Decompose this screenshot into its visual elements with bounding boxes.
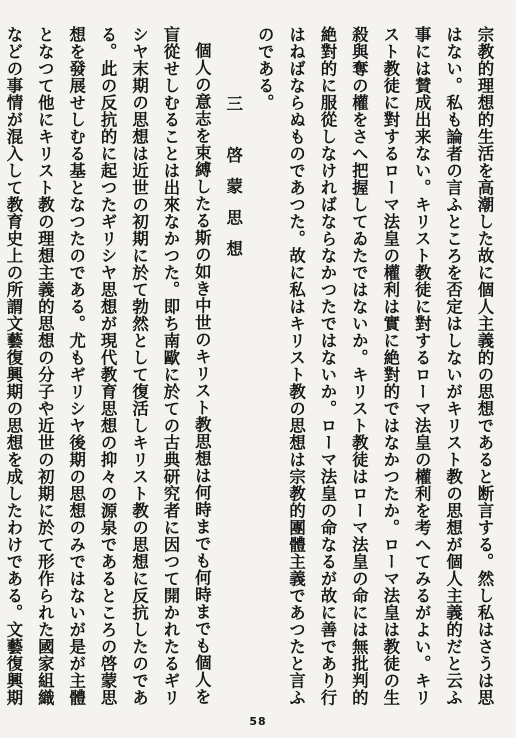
vertical-text-body	[3, 26, 500, 710]
paragraph-christian-thought: 宗教的理想的生活を高潮した故に個人主義的の思想であると断言する。然し私はさうは思はない。私も論者の言ふところを否定はしないがキリスト教の思想が個人主義的だと云ふ事には賛成出来ない。キリスト教徒に對するローマ法皇の權利を考へてみるがよい。キリスト教徒に對するローマ法皇の權利は實に絶對的ではなかつたか。ローマ法皇は教徒の生殺與奪の權をさへ把握してゐたではないか。キリスト教徒はローマ法皇の命には無批判的絶對的に服從しなければならなかつたではないか。ローマ法皇の命なるが故に善であり行はねばならぬものであつた。故に私はキリスト教の思想は宗教的團體主義であつたと言ふのである。	[255, 26, 494, 706]
page-number: 58	[249, 715, 267, 728]
section-heading-enlightenment: 三 啓蒙思想	[223, 94, 243, 272]
paragraph-renaissance-thought: 個人の意志を束縛したる斯の如き中世のキリスト教思想は何時までも何時までも個人を盲從せしむることは出來なかつた。即ち南歐に於ての古典研究者に因つて開かれたるギリシヤ末期の思想は近世の初期に於て勃然として復活しキリスト教の思想に反抗したのである。此の反抗的に起つたギリシヤ思想が現代教育思想の抑々の源泉であるところの啓蒙思想を發展せしむる基となつたのである。尤もギリシヤ後期の思想のみではないが是が主體となつて他にキリスト教の理想主義的思想の分子や近世の初期に於て形作られた國家組織などの事情が混入して教育史上の所謂文藝復興期の思想を成したわけである。文藝復興期	[3, 26, 212, 706]
